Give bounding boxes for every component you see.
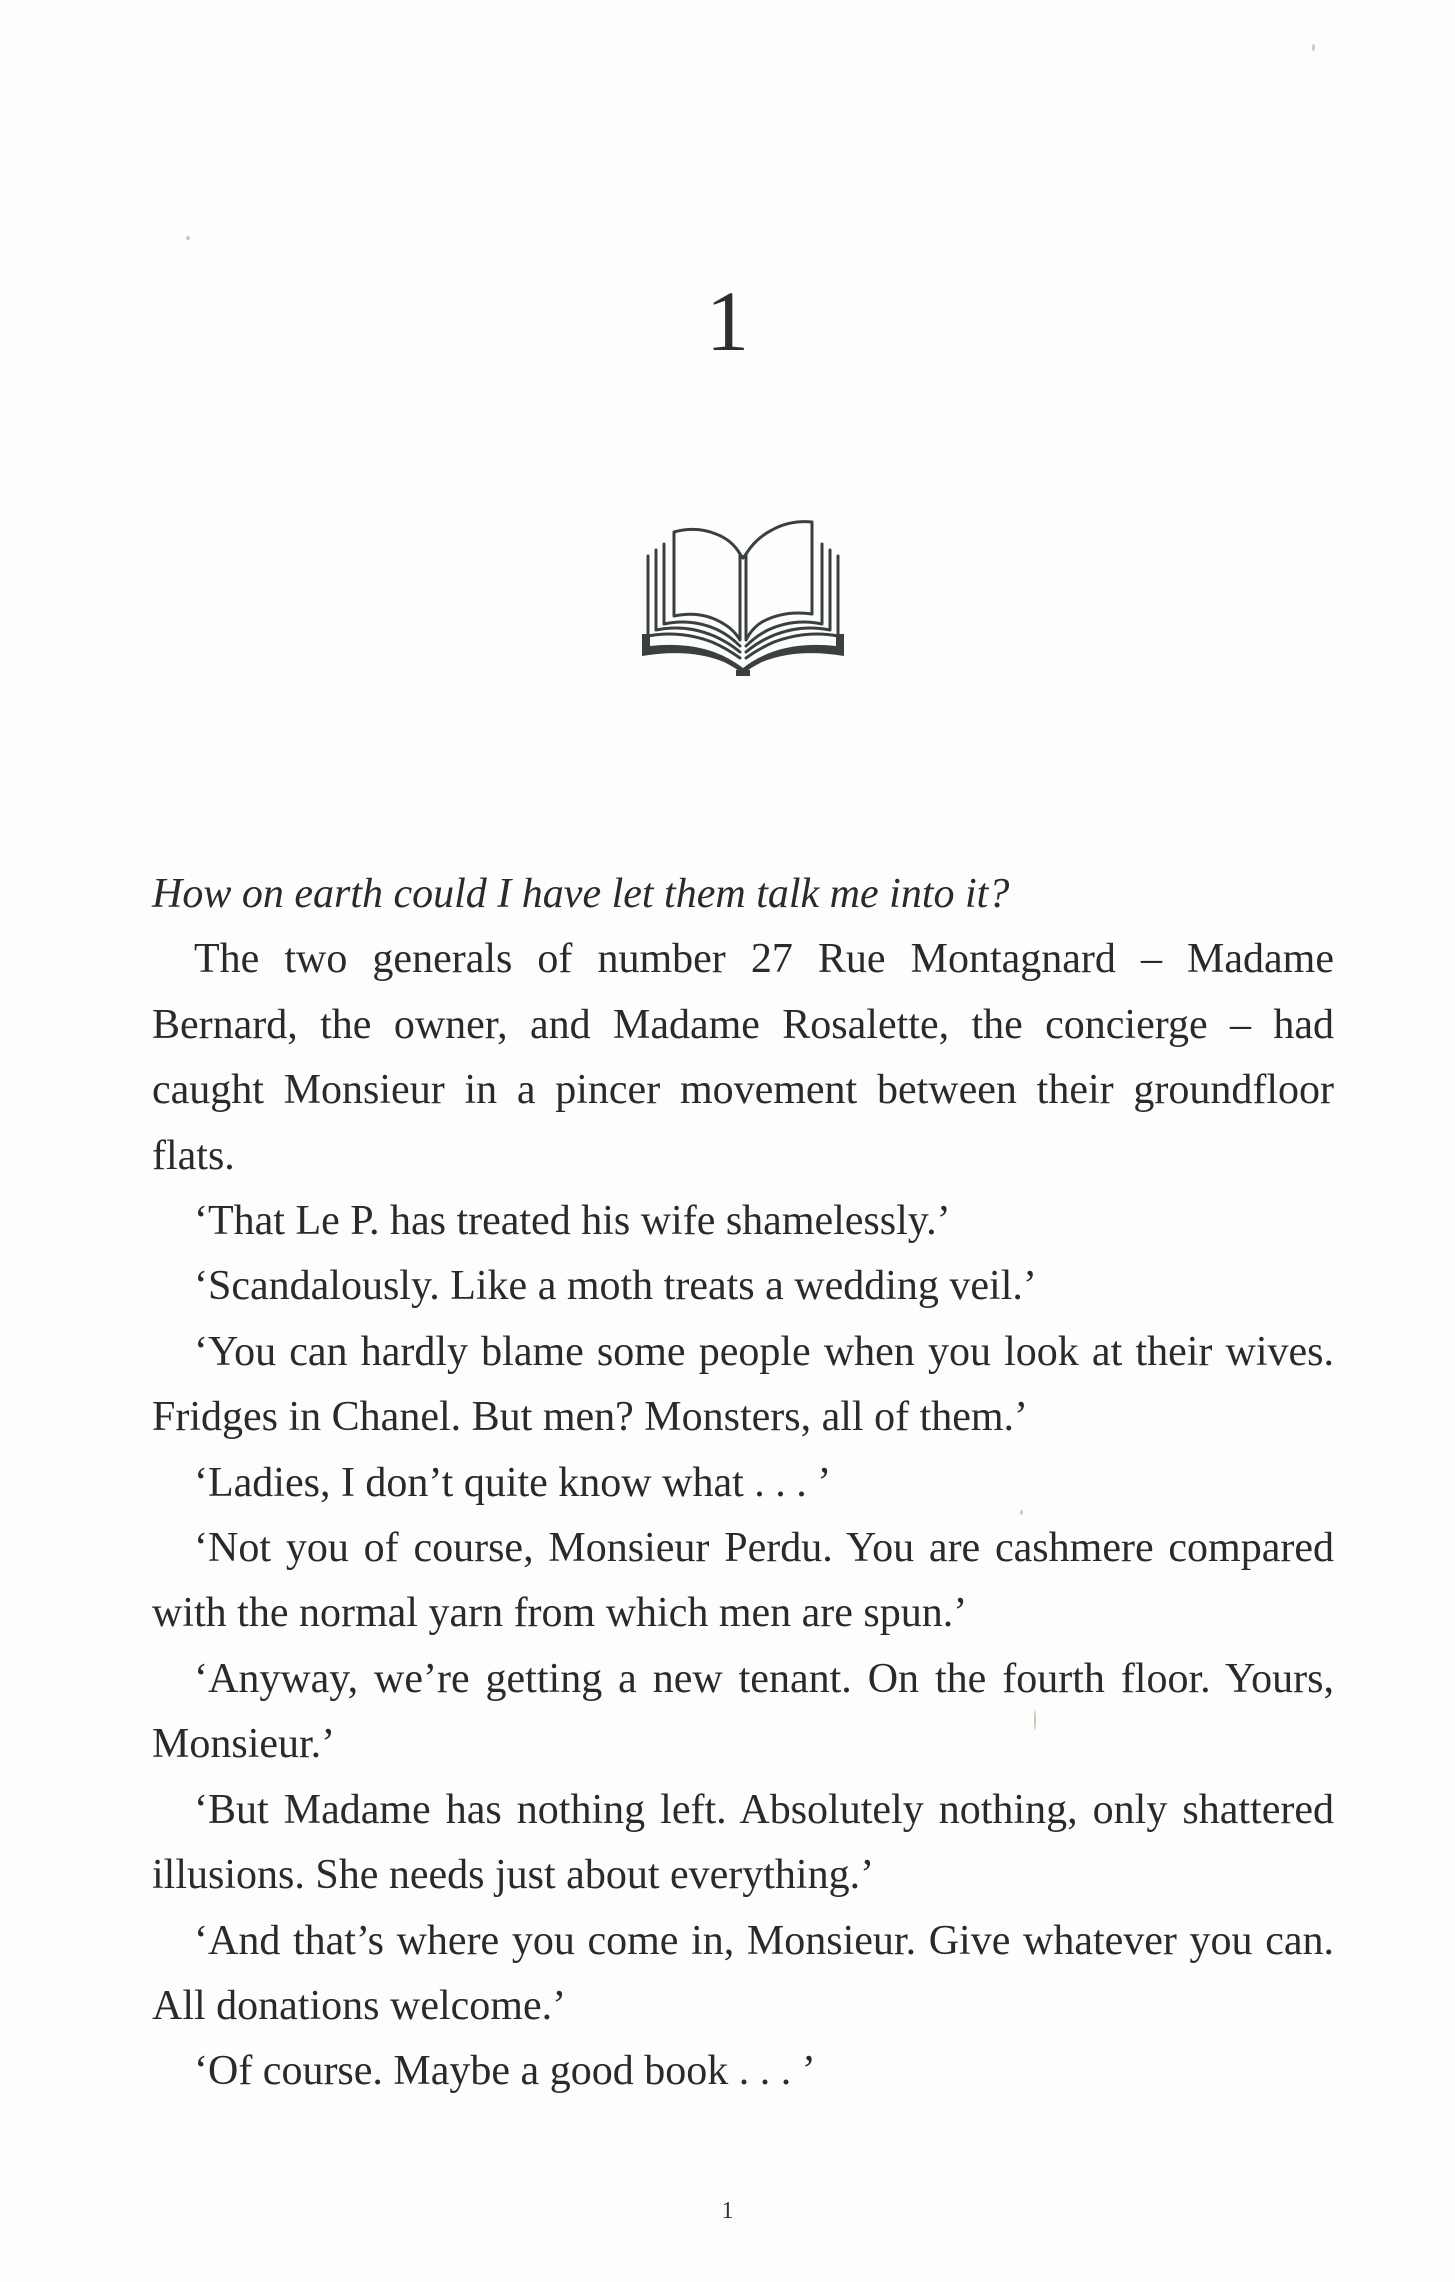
paragraph: ‘Scandalously. Like a moth treats a wedding veil.’ <box>194 1263 1037 1310</box>
paragraph: ‘You can hardly blame some people when you look at their wives. Fridges in Chanel. But men? Monsters, all of them.’ <box>152 1328 1334 1441</box>
open-book-icon <box>640 518 846 680</box>
opening-line: How on earth could I have let them talk me into it? <box>152 871 1010 917</box>
paragraph: ‘Anyway, we’re getting a new tenant. On the fourth floor. Yours, Monsieur.’ <box>152 1655 1334 1768</box>
scan-speck <box>186 236 190 240</box>
chapter-number: 1 <box>706 273 749 369</box>
page-number: 1 <box>721 2198 734 2224</box>
paragraph: ‘That Le P. has treated his wife shamelessly.’ <box>194 1198 951 1245</box>
scan-speck <box>1034 1710 1036 1730</box>
scan-speck <box>1312 44 1315 51</box>
paragraph: ‘Ladies, I don’t quite know what . . . ’ <box>194 1459 832 1506</box>
scan-speck <box>1020 1510 1023 1515</box>
paragraph: The two generals of number 27 Rue Montagnard – Madame Bernard, the owner, and Madame Rosalette, the concierge – had caught Monsieur in a pincer movement between their groundfloor flats. <box>152 936 1334 1179</box>
paragraph: ‘But Madame has nothing left. Absolutely nothing, only shattered illusions. She needs just about everything.’ <box>152 1786 1334 1899</box>
chapter-text <box>152 862 1334 2105</box>
paragraph: ‘Not you of course, Monsieur Perdu. You are cashmere compared with the normal yarn from which men are spun.’ <box>152 1525 1334 1637</box>
paragraph: ‘And that’s where you come in, Monsieur. Give whatever you can. All donations welcome.’ <box>152 1917 1334 2029</box>
paragraph: ‘Of course. Maybe a good book . . . ’ <box>194 2048 816 2095</box>
